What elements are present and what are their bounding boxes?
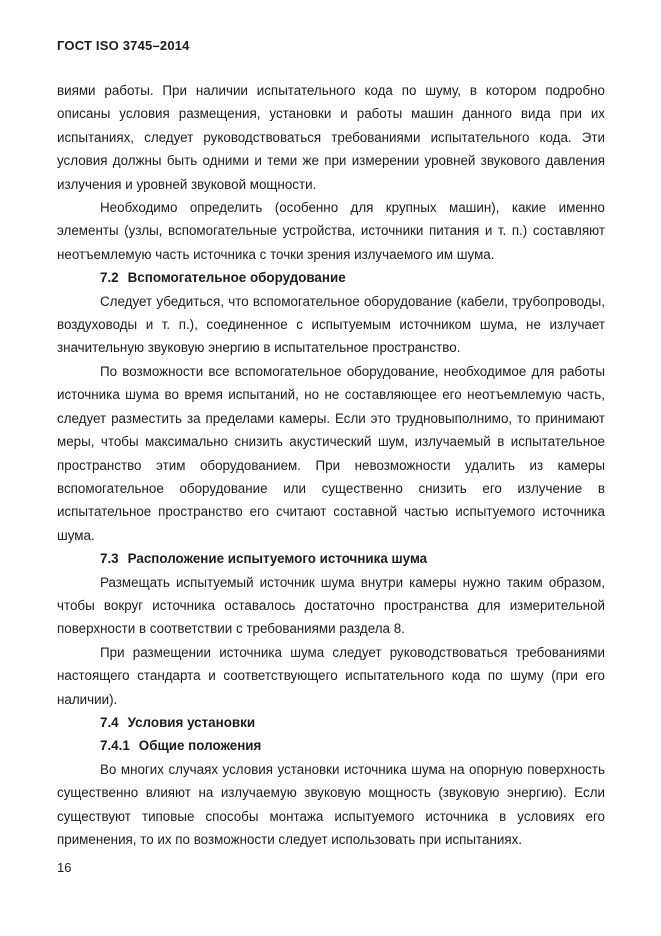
section-heading-7-4 (57, 711, 605, 734)
paragraph-auxiliary-equipment-placement: По возможности все вспомогательное оборудование, необходимое для работы источника шума во время испытаний, но не составляющее его неотъемлемую часть, следует разместить за пределами камеры. Если это трудновыполнимо, то принимают меры, чтобы максимально снизить акустический шум, излучаемый в испытательное пространство этим оборудованием. При невозможности удалить из камеры вспомогательное оборудование или существенно снизить его излучение в испытательное пространство его считают составной частью испытуемого источника шума. (57, 363, 605, 543)
paragraph-auxiliary-equipment-check: Следует убедиться, что вспомогательное оборудование (кабели, трубопроводы, воздуховоды и т. п.), соединенное с испытуемым источником шума, не излучает значительную звуковую энергию в испытательное пространство. (57, 293, 605, 356)
section-title: Вспомогательное оборудование (127, 270, 346, 286)
section-number: 7.2 (100, 270, 119, 286)
paragraph-mounting-conditions: Во многих случаях условия установки источника шума на опорную поверхность существенно влияют на излучаемую звуковую мощность (звуковую энергию). Если существуют типовые способы монтажа испытуемого источника в условиях его применения, то их по возможности следует использовать при испытаниях. (57, 761, 605, 847)
section-title: Условия установки (127, 714, 256, 730)
section-title: Общие положения (138, 738, 262, 754)
document-body (57, 79, 605, 851)
section-number: 7.3 (100, 551, 119, 567)
section-number: 7.4 (100, 714, 119, 730)
section-number: 7.4.1 (100, 738, 130, 754)
section-heading-7-3 (57, 547, 605, 570)
document-header-standard-number: ГОСТ ISO 3745–2014 (57, 38, 190, 53)
paragraph-source-placement-space: Размещать испытуемый источник шума внутри камеры нужно таким образом, чтобы вокруг источника оставалось достаточно пространства для измерительной поверхности в соответствии с требованиями раздела 8. (57, 574, 605, 637)
paragraph-test-code-conditions: виями работы. При наличии испытательного кода по шуму, в котором подробно описаны условия размещения, установки и работы машин данного вида при их испытаниях, следует руководствоваться требованиями испытательного кода. Эти условия должны быть одними и теми же при измерении уровней звукового давления излучения и уровней звуковой мощности. (57, 83, 605, 192)
paragraph-source-placement-requirements: При размещении источника шума следует руководствоваться требованиями настоящего стандарта и соответствующего испытательного кода по шуму (при его наличии). (57, 644, 605, 707)
section-title: Расположение испытуемого источника шума (127, 551, 428, 567)
section-heading-7-2 (57, 266, 605, 289)
paragraph-source-elements: Необходимо определить (особенно для крупных машин), какие именно элементы (узлы, вспомогательные устройства, источники питания и т. п.) составляют неотъемлемую часть источника с точки зрения излучаемого им шума. (57, 200, 605, 262)
section-heading-7-4-1 (57, 734, 605, 757)
page-number: 16 (57, 860, 72, 875)
